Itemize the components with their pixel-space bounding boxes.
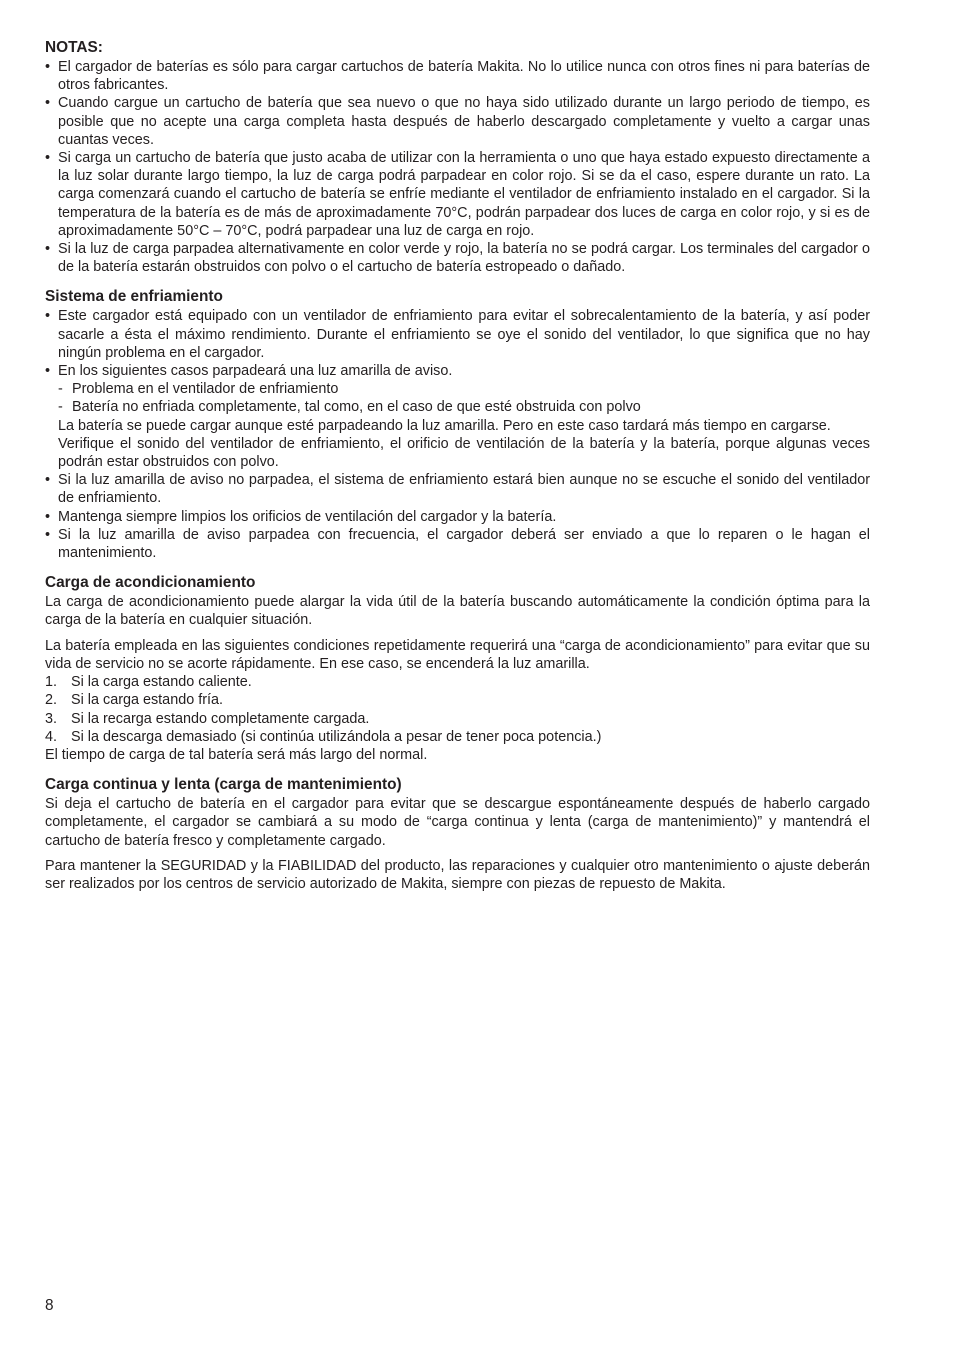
numbered-list: [45, 673, 870, 746]
list-number: 2.: [45, 692, 58, 709]
section-enfriamiento: [45, 287, 870, 562]
list-item: • Cuando cargue un cartucho de batería que sea nuevo o que no haya sido utilizado durante un largo periodo de tiempo, es posible que no acepte una carga completa hasta después de haberlo descargado completamente y vuelto a cargar unas cuantas veces.: [45, 94, 870, 149]
list-item-text: En los siguientes casos parpadeará una luz amarilla de aviso.: [58, 363, 453, 380]
list-number: 1.: [45, 674, 58, 691]
paragraph: Si deja el cartucho de batería en el cargador para evitar que se descargue espontáneamente después de haberlo cargado completamente, el cargador se cambiará a su modo de “carga continua y lenta (carga de mantenimiento)” y mantendrá el cartucho de batería fresco y completamente cargado.: [45, 796, 870, 849]
list-item: • Este cargador está equipado con un ventilador de enfriamiento para evitar el sobrecalentamiento de la batería, y así poder sacarle a ésta el máximo rendimiento. Durante el enfriamiento se oye el sonido del ventilador, lo que significa que no hay ningún problema en el cargador.: [45, 307, 870, 362]
list-item: [45, 673, 870, 691]
list-item-text: Si la carga estando fría.: [71, 692, 223, 709]
enfriamiento-list: [45, 307, 870, 562]
list-item-text: Si la carga estando caliente.: [71, 674, 252, 691]
paragraph: La batería empleada en las siguientes condiciones repetidamente requerirá una “carga de acondicionamiento” para evitar que su vida de servicio no se acorte rápidamente. En ese caso, se encenderá la luz amarilla.: [45, 637, 870, 672]
section-mantenimiento: [45, 775, 870, 893]
list-item: • Si la luz de carga parpadea alternativamente en color verde y rojo, la batería no se podrá cargar. Los terminales del cargador o de la batería estarán obstruidos con polvo o el cartucho de batería estropeado o dañado.: [45, 240, 870, 276]
notas-heading: NOTAS:: [45, 39, 103, 56]
list-item: [45, 362, 870, 471]
list-item-text: Si la descarga demasiado (si continúa utilizándola a pesar de tener poca potencia.): [71, 728, 602, 745]
document-page: [45, 38, 870, 893]
paragraph: La carga de acondicionamiento puede alargar la vida útil de la batería buscando automáticamente la condición óptima para la carga de la batería en cualquier situación.: [45, 594, 870, 629]
list-item-text: Si la recarga estando completamente cargada.: [71, 710, 370, 727]
list-item: • Si la luz amarilla de aviso no parpadea, el sistema de enfriamiento estará bien aunque no se escuche el sonido del ventilador de enfriamiento.: [45, 471, 870, 507]
page-number: 8: [45, 1297, 54, 1314]
paragraph: Para mantener la SEGURIDAD y la FIABILIDAD del producto, las reparaciones y cualquier otro mantenimiento o ajuste deberán ser realizados por los centros de servicio autorizado de Makita, siempre con piezas de repuesto de Makita.: [45, 857, 870, 892]
notas-list: [45, 58, 870, 276]
list-number: 3.: [45, 710, 58, 727]
list-item: • Si carga un cartucho de batería que justo acaba de utilizar con la herramienta o uno que haya estado expuesto directamente a la luz solar durante largo tiempo, la luz de carga podrá parpadear en color rojo. Si se da el caso, espere durante un rato. La carga comenzará cuando el cartucho de batería se enfríe mediante el ventilador de enfriamiento instalado en el cargador. Si la temperatura de la batería es de más de aproximadamente 70°C, podrán parpadear dos luces de carga en color rojo, y si es de aproximadamente 50°C – 70°C, podrá parpadear una luz de carga en rojo.: [45, 149, 870, 240]
list-item: • Si la luz amarilla de aviso parpadea con frecuencia, el cargador deberá ser enviado a que lo reparen o le hagan el mantenimiento.: [45, 526, 870, 562]
section-acondicionamiento: [45, 573, 870, 764]
list-item: [45, 710, 870, 728]
dash-item: - Problema en el ventilador de enfriamiento: [58, 380, 870, 398]
list-item: • El cargador de baterías es sólo para cargar cartuchos de batería Makita. No lo utilice nunca con otros fines ni para baterías de otros fabricantes.: [45, 58, 870, 94]
paragraph: La batería se puede cargar aunque esté parpadeando la luz amarilla. Pero en este caso tardará más tiempo en cargarse.: [58, 417, 831, 434]
list-item: • Mantenga siempre limpios los orificios de ventilación del cargador y la batería.: [45, 508, 870, 526]
section-heading: Carga continua y lenta (carga de mantenimiento): [45, 776, 402, 794]
list-item: [45, 691, 870, 709]
section-heading: Sistema de enfriamiento: [45, 288, 223, 306]
section-heading: Carga de acondicionamiento: [45, 574, 256, 592]
dash-item: - Batería no enfriada completamente, tal como, en el caso de que esté obstruida con polvo: [58, 398, 870, 416]
paragraph: Verifique el sonido del ventilador de enfriamiento, el orificio de ventilación de la batería y la batería, porque algunas veces podrán estar obstruidos con polvo.: [58, 435, 870, 471]
paragraph: El tiempo de carga de tal batería será más largo del normal.: [45, 746, 428, 763]
list-number: 4.: [45, 728, 58, 745]
list-item: [45, 728, 870, 746]
